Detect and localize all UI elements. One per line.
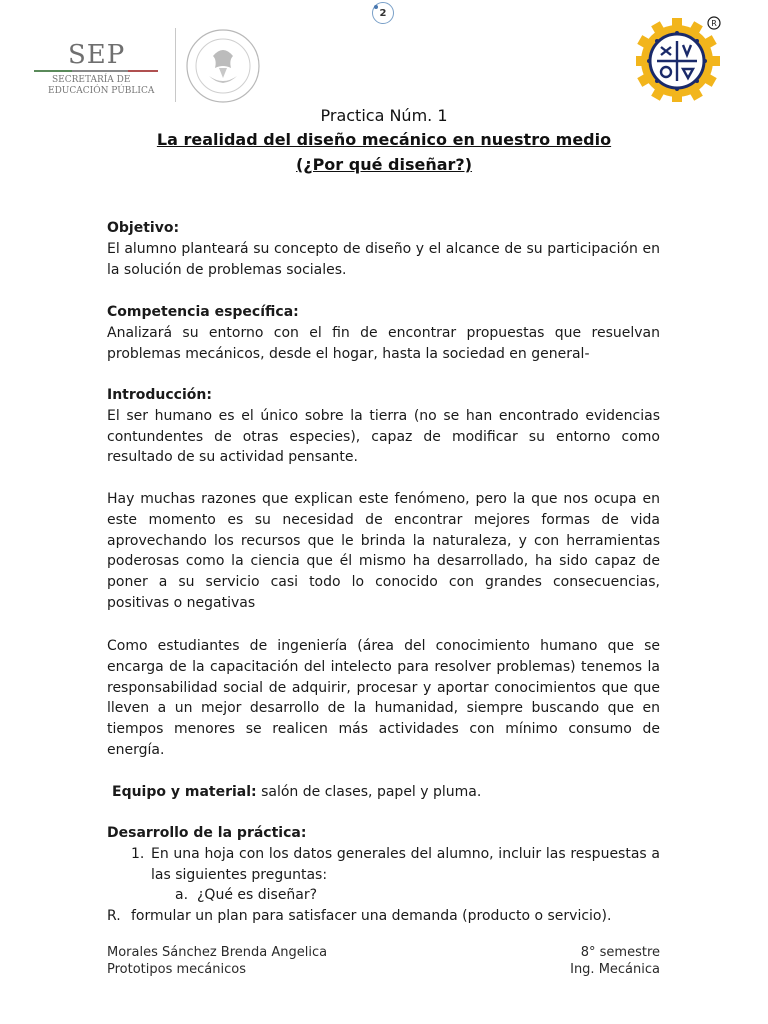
section-introduccion-3: [107, 636, 660, 761]
mexico-seal-icon: [183, 26, 263, 106]
answer-marker: R.: [107, 908, 121, 925]
practice-title: La realidad del diseño mecánico en nuestro medio: [156, 130, 612, 149]
competencia-heading: Competencia específica:: [107, 304, 299, 320]
competencia-text: Analizará su entorno con el fin de encontrar propuestas que resuelvan problemas mecánicos, desde el hogar, hasta la sociedad en general-: [107, 324, 660, 362]
svg-text:R: R: [711, 19, 717, 28]
practice-number-title: Practica Núm. 1: [320, 106, 448, 125]
section-introduccion: [107, 385, 660, 468]
footer-semester: 8° semestre: [580, 945, 660, 960]
list-item: [107, 844, 660, 886]
section-equipo: [112, 782, 660, 803]
objetivo-heading: Objetivo:: [107, 220, 180, 236]
equipo-label: Equipo y material:: [112, 784, 257, 800]
practice-subtitle: (¿Por qué diseñar?): [295, 155, 473, 174]
logo-divider: [175, 28, 176, 102]
sep-subtitle-line1: SECRETARÍA DE: [52, 75, 131, 85]
institution-gear-logo-icon: [636, 16, 722, 102]
section-competencia: [107, 302, 660, 364]
footer-author: Morales Sánchez Brenda Angelica: [107, 945, 328, 960]
introduccion-paragraph-1: El ser humano es el único sobre la tierra (no se han encontrado evidencias contundentes de otras especies), capaz de modificar su entorno como resultado de su actividad pensante.: [107, 407, 660, 466]
footer-course: Prototipos mecánicos: [107, 962, 246, 977]
page-number: 2: [379, 7, 387, 19]
badge-dot: [374, 5, 378, 9]
sep-logo: [28, 26, 278, 106]
answer-line: [107, 906, 660, 927]
sub-list-item: [107, 885, 660, 906]
sep-wordmark: SEP: [68, 40, 126, 70]
sep-subtitle-line2: EDUCACIÓN PÚBLICA: [48, 86, 155, 96]
objetivo-text: El alumno planteará su concepto de diseño y el alcance de su participación en la solución de problemas sociales.: [107, 240, 660, 278]
introduccion-heading: Introducción:: [107, 387, 212, 403]
sep-rule: [34, 70, 158, 72]
section-desarrollo: [107, 823, 660, 927]
answer-text: formular un plan para satisfacer una demanda (producto o servicio).: [131, 908, 612, 925]
desarrollo-heading: Desarrollo de la práctica:: [107, 825, 307, 841]
equipo-text: salón de clases, papel y pluma.: [256, 784, 482, 800]
footer-program: Ing. Mecánica: [570, 962, 660, 977]
page-number-badge: [372, 2, 394, 24]
sub-list-item-text: ¿Qué es diseñar?: [197, 887, 318, 904]
introduccion-paragraph-3: Como estudiantes de ingeniería (área del conocimiento humano que se encarga de la capacitación del intelecto para resolver problemas) tenemos la responsabilidad social de adquirir, procesar y aportar conocimientos que que lleven a un mejor desarrollo de la humanidad, siempre buscando que en tiempos menores se realicen más actividades con mínimo consumo de energía.: [107, 638, 660, 758]
page-footer: [107, 944, 660, 978]
sub-list-marker: a.: [175, 887, 189, 904]
list-marker: 1.: [131, 845, 145, 862]
section-objetivo: [107, 218, 660, 280]
list-item-text: En una hoja con los datos generales del alumno, incluir las respuestas a las siguientes preguntas:: [151, 845, 660, 883]
section-introduccion-2: [107, 489, 660, 614]
introduccion-paragraph-2: Hay muchas razones que explican este fenómeno, pero la que nos ocupa en este momento es su necesidad de encontrar mejores formas de vida aprovechando los recursos que le brinda la naturaleza, y con herramientas poderosas como la ciencia que él mismo ha desarrollado, ha sido capaz de poner a su servicio casi todo lo conocido con grandes consecuencias, positivas o negativas: [107, 491, 660, 611]
